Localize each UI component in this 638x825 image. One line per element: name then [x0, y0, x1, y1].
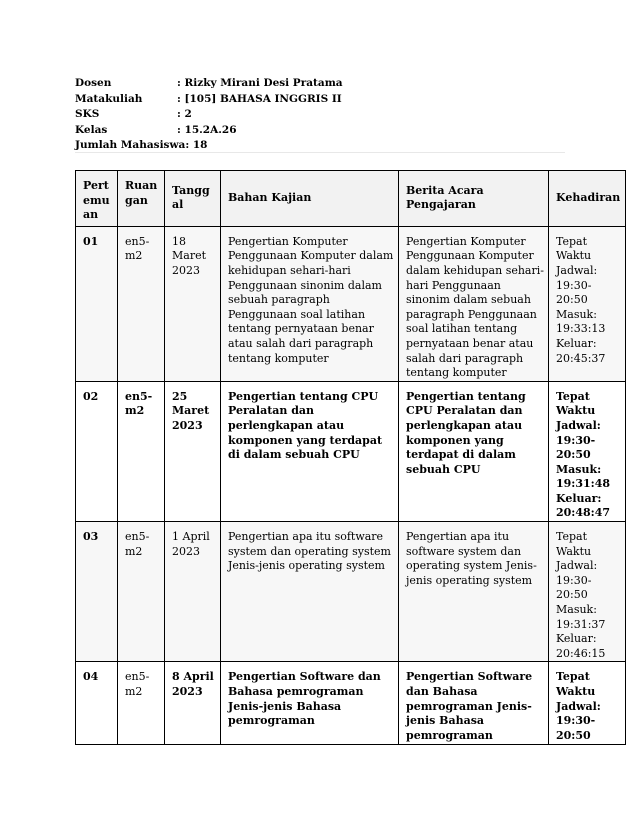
cell-kehadiran: Tepat Waktu Jadwal: 19:30-20:50 [549, 662, 626, 745]
matakuliah-value: : [105] BAHASA INGGRIS II [177, 92, 342, 105]
cell-kehadiran: Tepat Waktu Jadwal: 19:30-20:50 Masuk: 19:31:48 Keluar: 20:48:47 [549, 381, 626, 521]
column-header-tanggal: Tanggal [165, 171, 221, 227]
cell-pertemuan: 01 [76, 226, 118, 381]
cell-bahan-kajian: Pengertian Software dan Bahasa pemrograman Jenis-jenis Bahasa pemrograman [221, 662, 399, 745]
jumlah-mahasiswa-value: : 18 [185, 139, 208, 151]
cell-bahan-kajian: Pengertian apa itu software system dan operating system Jenis-jenis operating system [221, 522, 399, 662]
dosen-label: Dosen [75, 77, 112, 89]
column-header-berita-acara: Berita Acara Pengajaran [399, 171, 549, 227]
matakuliah-label: Matakuliah [75, 92, 143, 105]
cell-ruangan: en5-m2 [118, 381, 165, 521]
cell-pertemuan: 03 [76, 522, 118, 662]
cell-pertemuan: 04 [76, 662, 118, 745]
table-row [76, 381, 626, 521]
cell-berita-acara: Pengertian Software dan Bahasa pemrograman Jenis-jenis Bahasa pemrograman [399, 662, 549, 745]
header-divider [75, 152, 565, 153]
table-row [76, 522, 626, 662]
table-row [76, 662, 626, 745]
cell-berita-acara: Pengertian apa itu software system dan operating system Jenis-jenis operating system [399, 522, 549, 662]
column-header-kehadiran: Kehadiran [549, 171, 626, 227]
cell-tanggal: 25 Maret 2023 [165, 381, 221, 521]
column-header-bahan-kajian: Bahan Kajian [221, 171, 399, 227]
cell-tanggal: 8 April 2023 [165, 662, 221, 745]
cell-bahan-kajian: Pengertian Komputer Penggunaan Komputer dalam kehidupan sehari-hari Penggunaan sinonim dalam sebuah paragraph Penggunaan soal latihan tentang pernyataan benar atau salah dari paragraph tentang komputer [221, 226, 399, 381]
cell-kehadiran: Tepat Waktu Jadwal: 19:30-20:50 Masuk: 19:33:13 Keluar: 20:45:37 [549, 226, 626, 381]
table-row [76, 226, 626, 381]
cell-ruangan: en5-m2 [118, 522, 165, 662]
cell-berita-acara: Pengertian Komputer Penggunaan Komputer dalam kehidupan sehari-hari Penggunaan sinonim dalam sebuah paragraph Penggunaan soal latihan tentang pernyataan benar atau salah dari paragraph tentang komputer [399, 226, 549, 381]
cell-tanggal: 18 Maret 2023 [165, 226, 221, 381]
sks-value: : 2 [177, 108, 192, 120]
cell-berita-acara: Pengertian tentang CPU Peralatan dan perlengkapan atau komponen yang terdapat di dalam sebuah CPU [399, 381, 549, 521]
kelas-row [75, 123, 343, 139]
cell-kehadiran: Tepat Waktu Jadwal: 19:30-20:50 Masuk: 19:31:37 Keluar: 20:46:15 [549, 522, 626, 662]
kelas-label: Kelas [75, 123, 108, 136]
cell-tanggal: 1 April 2023 [165, 522, 221, 662]
sks-row [75, 107, 343, 123]
cell-pertemuan: 02 [76, 381, 118, 521]
table-header-row [76, 171, 626, 227]
dosen-value: : Rizky Mirani Desi Pratama [177, 77, 343, 89]
course-info-header [75, 76, 343, 154]
kelas-value: : 15.2A.26 [177, 123, 237, 136]
jumlah-mahasiswa-label: Jumlah Mahasiswa [75, 139, 186, 151]
attendance-table [75, 170, 626, 745]
sks-label: SKS [75, 108, 100, 120]
cell-ruangan: en5-m2 [118, 226, 165, 381]
column-header-ruangan: Ruangan [118, 171, 165, 227]
column-header-pertemuan: Pertemuan [76, 171, 118, 227]
cell-bahan-kajian: Pengertian tentang CPU Peralatan dan perlengkapan atau komponen yang terdapat di dalam sebuah CPU [221, 381, 399, 521]
cell-ruangan: en5-m2 [118, 662, 165, 745]
dosen-row [75, 76, 343, 92]
matakuliah-row [75, 92, 343, 108]
